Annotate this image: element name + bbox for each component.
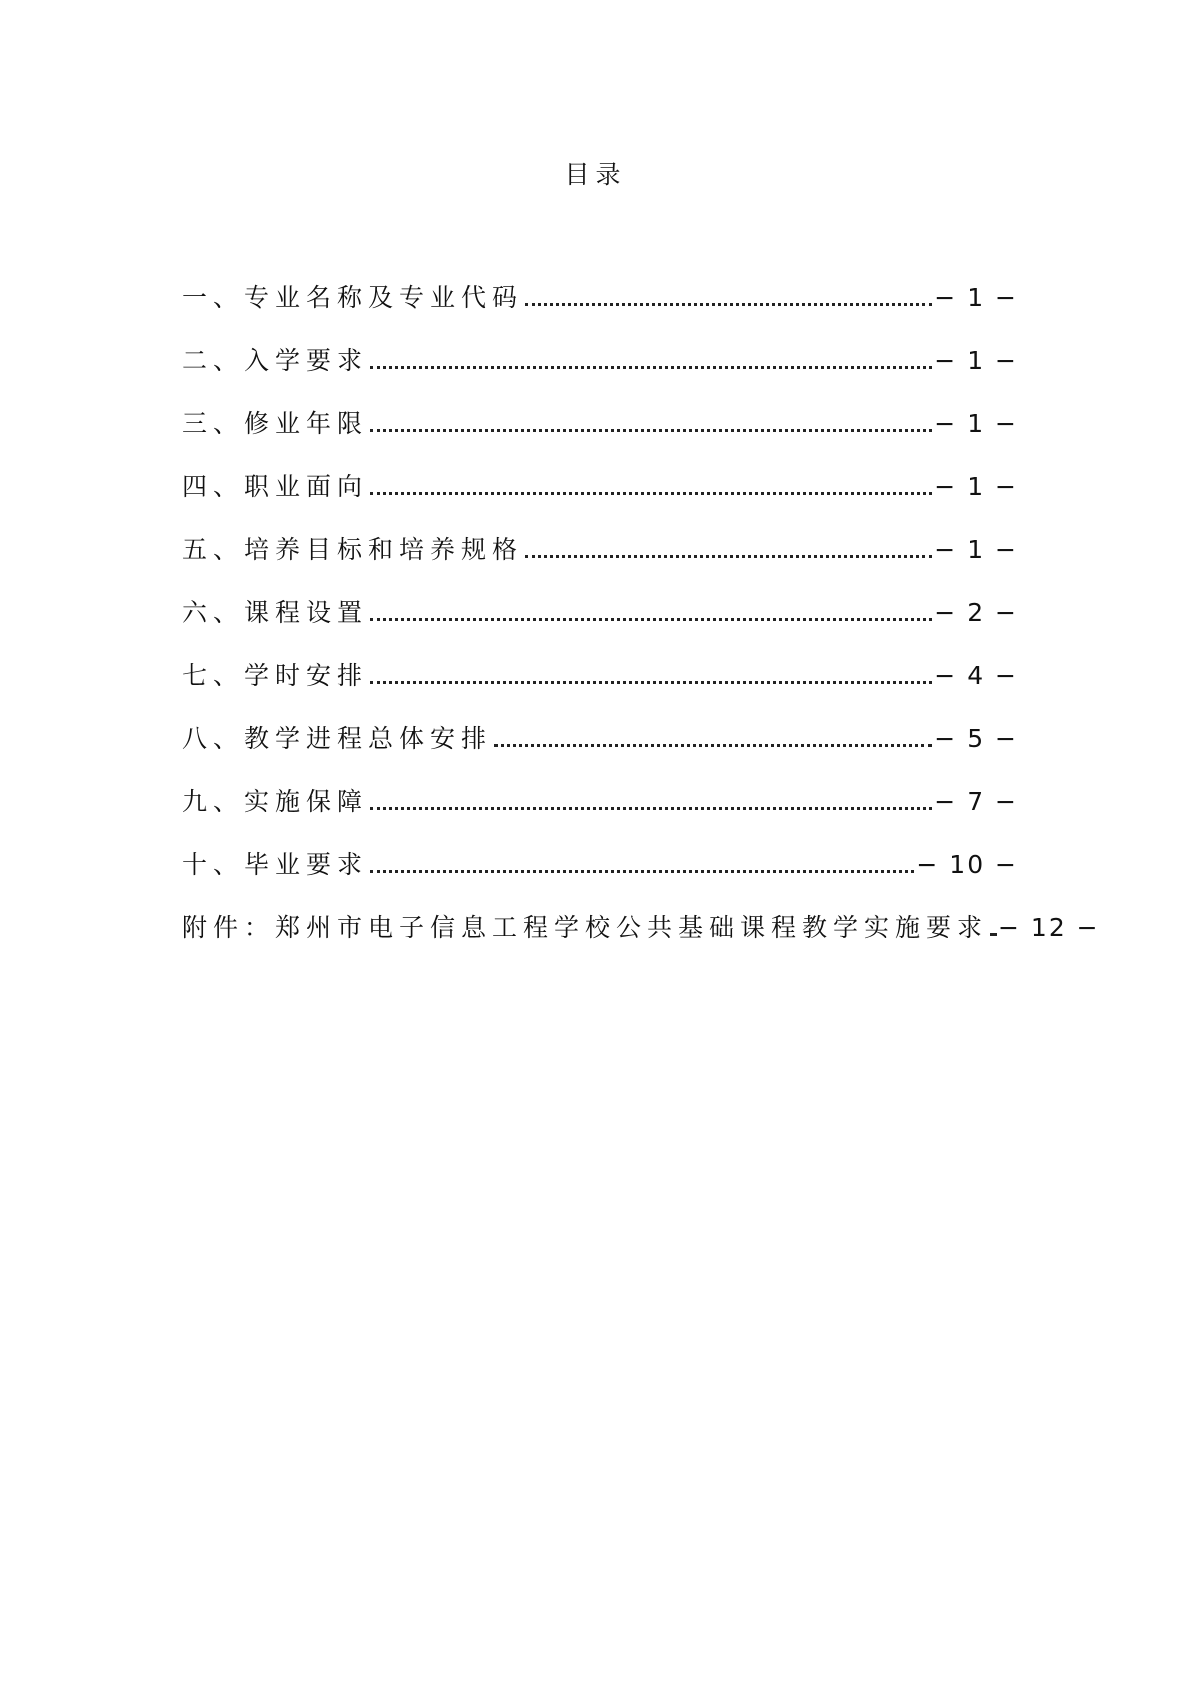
toc-entry-label: 六、课程设置 (182, 598, 369, 627)
toc-title: 目录 (564, 160, 627, 189)
dot-leader (370, 618, 932, 621)
dot-leader (370, 366, 932, 369)
toc-entry-page: − 1 − (934, 409, 1018, 438)
toc-entry-page: − 1 − (934, 472, 1018, 501)
toc-entry-label: 七、学时安排 (182, 661, 369, 690)
toc-entry[interactable] (182, 530, 1018, 593)
toc-entry[interactable] (182, 593, 1018, 656)
toc-entry-label: 附件：郑州市电子信息工程学校公共基础课程教学实施要求 (182, 913, 989, 942)
dot-leader (990, 933, 996, 936)
dot-leader (370, 807, 932, 810)
dot-leader (525, 303, 932, 306)
toc-entry[interactable] (182, 341, 1018, 404)
toc-list (182, 278, 1100, 971)
toc-entry[interactable] (182, 845, 1018, 908)
toc-entry-page: − 1 − (934, 283, 1018, 312)
dot-leader (370, 492, 932, 495)
toc-entry-label: 十、毕业要求 (182, 850, 369, 879)
toc-entry-page: − 7 − (934, 787, 1018, 816)
toc-entry-page: − 10 − (916, 850, 1018, 879)
toc-entry-label: 九、实施保障 (182, 787, 369, 816)
dot-leader (370, 429, 932, 432)
dot-leader (494, 744, 932, 747)
toc-entry-page: − 2 − (934, 598, 1018, 627)
dot-leader (525, 555, 932, 558)
toc-entry-label: 五、培养目标和培养规格 (182, 535, 524, 564)
toc-entry-page: − 4 − (934, 661, 1018, 690)
toc-entry-page: − 1 − (934, 535, 1018, 564)
toc-entry-label: 一、专业名称及专业代码 (182, 283, 524, 312)
toc-entry[interactable] (182, 278, 1018, 341)
toc-entry-label: 三、修业年限 (182, 409, 369, 438)
toc-entry-label: 八、教学进程总体安排 (182, 724, 493, 753)
dot-leader (370, 870, 914, 873)
toc-entry[interactable] (182, 467, 1018, 530)
dot-leader (370, 681, 932, 684)
toc-entry[interactable] (182, 656, 1018, 719)
toc-entry[interactable] (182, 404, 1018, 467)
toc-entry-page: − 5 − (934, 724, 1018, 753)
toc-entry-label: 二、入学要求 (182, 346, 369, 375)
toc-entry-page: − 12 − (998, 913, 1100, 942)
toc-entry[interactable] (182, 719, 1018, 782)
toc-entry[interactable] (182, 782, 1018, 845)
toc-entry-label: 四、职业面向 (182, 472, 369, 501)
toc-entry-page: − 1 − (934, 346, 1018, 375)
toc-entry[interactable] (182, 908, 1100, 971)
